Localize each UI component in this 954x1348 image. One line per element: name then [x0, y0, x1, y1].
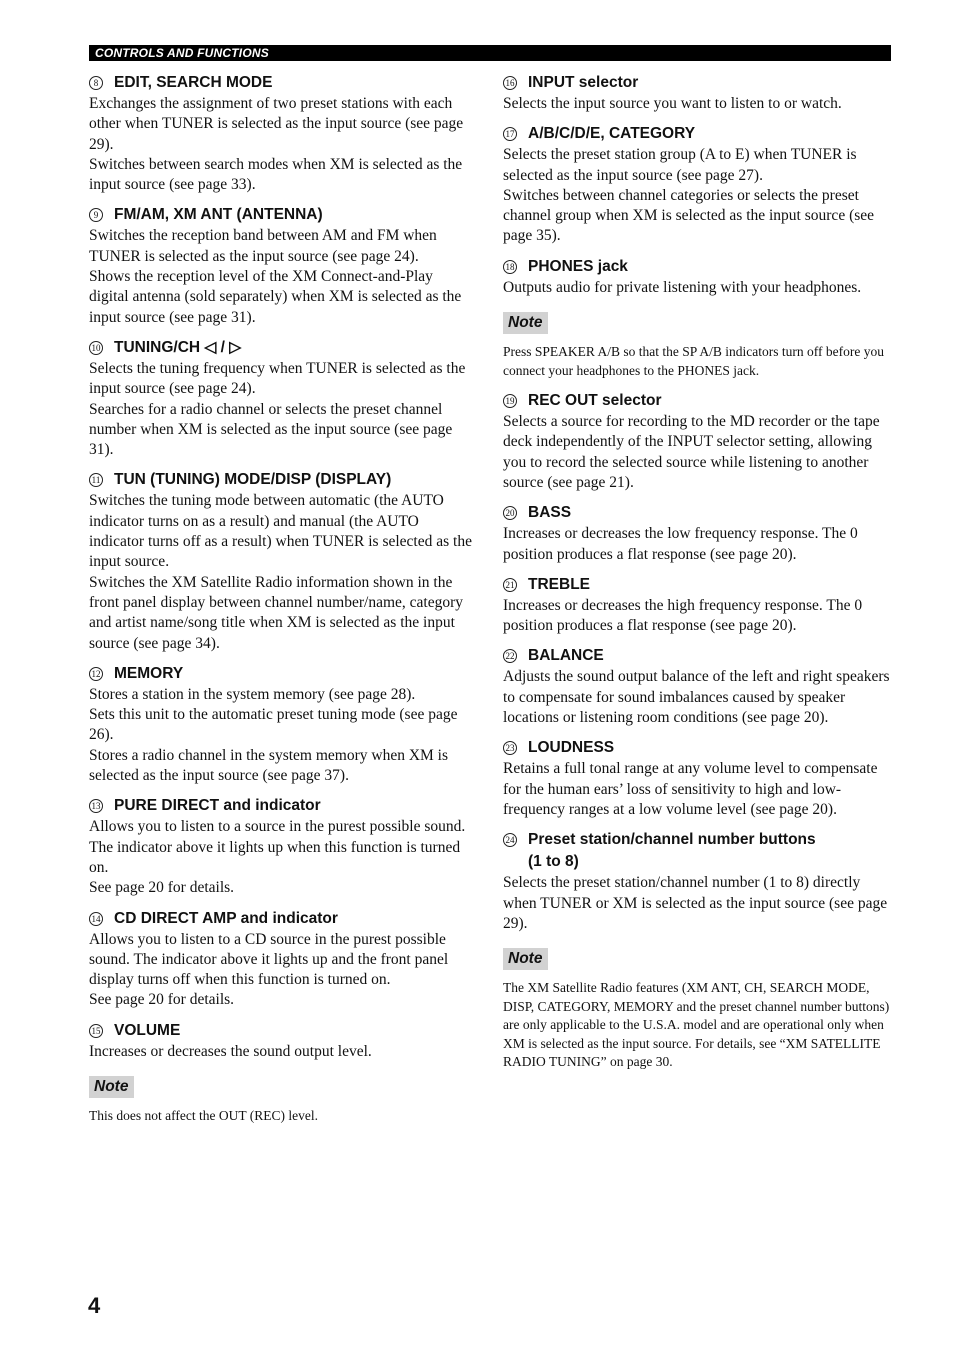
section-paragraph: Allows you to listen to a source in the purest possible sound. The indicator above it lights up when this function is turned on. — [89, 818, 466, 876]
section-title-line: EDIT, SEARCH MODE — [114, 74, 273, 91]
section-item-22 — [503, 645, 891, 728]
right-sections-b — [503, 390, 891, 934]
note-text: This does not affect the OUT (REC) level. — [89, 1107, 318, 1123]
section-title-text — [114, 469, 391, 491]
section-title-line: PURE DIRECT and indicator — [114, 797, 321, 815]
section-item-19 — [503, 390, 891, 493]
section-title-line: TREBLE — [528, 575, 590, 593]
section-title-line: MEMORY — [114, 664, 184, 682]
section-title-text — [528, 123, 695, 145]
section-title — [89, 72, 476, 94]
section-title-text — [114, 1020, 180, 1042]
section-paragraph: Selects the tuning frequency when TUNER is selected as the input source (see page 24). — [89, 359, 466, 398]
section-paragraph: Allows you to listen to a CD source in the purest possible sound. The indicator above it lights up and the front panel display turns off when this function is turned on. — [89, 930, 449, 989]
section-item-20 — [503, 502, 891, 565]
section-paragraph: Stores a radio channel in the system memory when XM is selected as the input source (see page 37). — [89, 746, 449, 785]
section-title-line: LOUDNESS — [528, 739, 615, 757]
section-paragraph: See page 20 for details. — [89, 991, 235, 1009]
section-paragraph: Adjusts the sound output balance of the left and right speakers to compensate for sound imbalances caused by speaker locations or listening room conditions (see page 20). — [503, 668, 890, 727]
section-title-line: INPUT selector — [528, 74, 639, 91]
section-title — [503, 256, 891, 278]
section-title — [503, 72, 891, 94]
section-title-line: CD DIRECT AMP and indicator — [114, 909, 338, 927]
section-title-text — [528, 645, 604, 667]
section-paragraph: Selects the preset station/channel number (1 to 8) directly when TUNER or XM is selected as the input source (see page 29). — [503, 874, 888, 932]
circled-number: 23 — [503, 741, 517, 755]
note-label: Note — [503, 948, 548, 970]
section-title — [89, 908, 476, 930]
note-text: Press SPEAKER A/B so that the SP A/B indicators turn off before you connect your headphones to the PHONES jack. — [503, 344, 884, 378]
section-paragraph: Stores a station in the system memory (see page 28). — [89, 685, 416, 703]
section-item-21 — [503, 574, 891, 637]
section-item-15 — [89, 1020, 476, 1062]
section-paragraph: Retains a full tonal range at any volume level to compensate for the human ears’ loss of sensitivity to high and low-frequency ranges at a low volume level (see page 20). — [503, 760, 878, 818]
section-title-line: A/B/C/D/E, CATEGORY — [528, 125, 696, 143]
note-phones — [503, 307, 891, 380]
circled-number: 21 — [503, 578, 517, 592]
section-paragraph: Switches the reception band between AM and FM when TUNER is selected as the input source (see page 24). — [89, 227, 437, 265]
section-paragraph: Switches the XM Satellite Radio information shown in the front panel display between channel number/name, category and artist name/song title when XM is selected as the input source (see page 34). — [89, 573, 464, 652]
circled-number: 17 — [503, 127, 517, 141]
circled-number: 22 — [503, 649, 517, 663]
section-item-8 — [89, 72, 476, 195]
left-column — [89, 72, 476, 1135]
circled-number: 18 — [503, 260, 517, 274]
section-title — [503, 574, 891, 596]
circled-number: 20 — [503, 506, 517, 520]
circled-number: 9 — [89, 208, 103, 222]
section-title — [89, 337, 476, 359]
left-sections — [89, 72, 476, 1062]
section-paragraph: Selects the preset station group (A to E) when TUNER is selected as the input source (see page 27). — [503, 146, 857, 184]
section-title-text — [528, 256, 628, 278]
section-title-text — [528, 390, 662, 412]
note-xm — [503, 943, 891, 1072]
section-title-text — [114, 795, 321, 817]
circled-number: 10 — [89, 341, 103, 355]
section-title-text — [528, 72, 638, 94]
section-item-12 — [89, 663, 476, 786]
section-title-text — [528, 502, 571, 524]
section-title — [503, 502, 891, 524]
section-title — [503, 390, 891, 412]
section-paragraph: Increases or decreases the high frequency response. The 0 position produces a flat response (see page 20). — [503, 596, 863, 635]
section-paragraph: Outputs audio for private listening with your headphones. — [503, 278, 862, 296]
section-item-23 — [503, 737, 891, 820]
section-title — [89, 795, 476, 817]
section-title — [89, 204, 476, 226]
section-title-text — [114, 663, 183, 685]
section-item-10 — [89, 337, 476, 460]
section-item-14 — [89, 908, 476, 1011]
section-title-line: FM/AM, XM ANT (ANTENNA) — [114, 206, 323, 224]
section-title-line: BASS — [528, 504, 572, 522]
section-item-13 — [89, 795, 476, 898]
section-paragraph: Increases or decreases the sound output level. — [89, 1042, 372, 1060]
note-volume — [89, 1071, 476, 1126]
section-title — [503, 645, 891, 667]
circled-number: 19 — [503, 394, 517, 408]
section-title — [503, 123, 891, 145]
section-title-line: (1 to 8) — [528, 853, 579, 871]
section-paragraph: Sets this unit to the automatic preset tuning mode (see page 26). — [89, 706, 458, 744]
section-paragraph: Exchanges the assignment of two preset stations with each other when TUNER is selected as the input source (see page 29). — [89, 95, 464, 153]
section-title-text — [114, 204, 323, 226]
section-title-text — [114, 337, 241, 359]
page-number: 4 — [88, 1293, 101, 1318]
section-paragraph: Switches the tuning mode between automatic (the AUTO indicator turns on as a result) and manual (the AUTO indicator turns off as a result) when TUNER is selected as the input source. — [89, 492, 472, 571]
section-paragraph: See page 20 for details. — [89, 879, 235, 897]
circled-number: 14 — [89, 912, 103, 926]
section-title-text — [528, 574, 590, 596]
section-item-9 — [89, 204, 476, 327]
circled-number: 24 — [503, 833, 517, 847]
section-item-16 — [503, 72, 891, 114]
section-title-line: PHONES jack — [528, 257, 628, 275]
section-paragraph: Selects a source for recording to the MD recorder or the tape deck independently of the INPUT selector setting, allowing you to record the selected source while listening to another source (see page 21). — [503, 413, 880, 491]
note-label: Note — [503, 312, 548, 334]
section-paragraph: Increases or decreases the low frequency response. The 0 position produces a flat response (see page 20). — [503, 525, 858, 563]
circled-number: 16 — [503, 76, 517, 90]
section-title — [89, 663, 476, 685]
section-title-line: REC OUT selector — [528, 392, 662, 410]
section-item-17 — [503, 123, 891, 246]
section-title-text — [528, 829, 816, 873]
circled-number: 11 — [89, 473, 103, 487]
section-title — [89, 469, 476, 491]
section-title-text — [114, 72, 272, 94]
section-title-text — [114, 908, 338, 930]
section-item-11 — [89, 469, 476, 653]
section-title-line: TUNING/CH ◁ / ▷ — [114, 338, 242, 356]
right-sections-a — [503, 72, 891, 298]
section-title — [503, 829, 891, 873]
section-title-line: VOLUME — [114, 1021, 181, 1039]
section-paragraph: Switches between search modes when XM is selected as the input source (see page 33). — [89, 155, 463, 194]
section-item-18 — [503, 256, 891, 298]
section-title-line: TUN (TUNING) MODE/DISP (DISPLAY) — [114, 471, 392, 489]
circled-number: 12 — [89, 667, 103, 681]
section-paragraph: Searches for a radio channel or selects the preset channel number when XM is selected as the input source (see page 31). — [89, 400, 453, 459]
section-paragraph: Selects the input source you want to listen to or watch. — [503, 95, 842, 112]
section-header-bar: CONTROLS AND FUNCTIONS — [89, 45, 891, 61]
section-title-text — [528, 737, 614, 759]
section-title — [89, 1020, 476, 1042]
section-title — [503, 737, 891, 759]
circled-number: 15 — [89, 1024, 103, 1038]
section-title-line: BALANCE — [528, 647, 604, 665]
circled-number: 8 — [89, 76, 103, 90]
section-title-line: Preset station/channel number buttons — [528, 831, 816, 849]
section-paragraph: Shows the reception level of the XM Connect-and-Play digital antenna (sold separately) when XM is selected as the input source (see page 31). — [89, 268, 462, 326]
section-paragraph: Switches between channel categories or selects the preset channel group when XM is selected as the input source (see page 35). — [503, 186, 875, 245]
circled-number: 13 — [89, 799, 103, 813]
section-item-24 — [503, 829, 891, 934]
right-column — [503, 72, 891, 1082]
note-text: The XM Satellite Radio features (XM ANT, CH, SEARCH MODE, DISP, CATEGORY, MEMORY and the preset channel number buttons) are only applicable to the U.S.A. model and are operational only when XM is selected as the input source. For details, see “XM SATELLITE RADIO TUNING” on page 30. — [503, 980, 890, 1070]
note-label: Note — [89, 1076, 134, 1098]
